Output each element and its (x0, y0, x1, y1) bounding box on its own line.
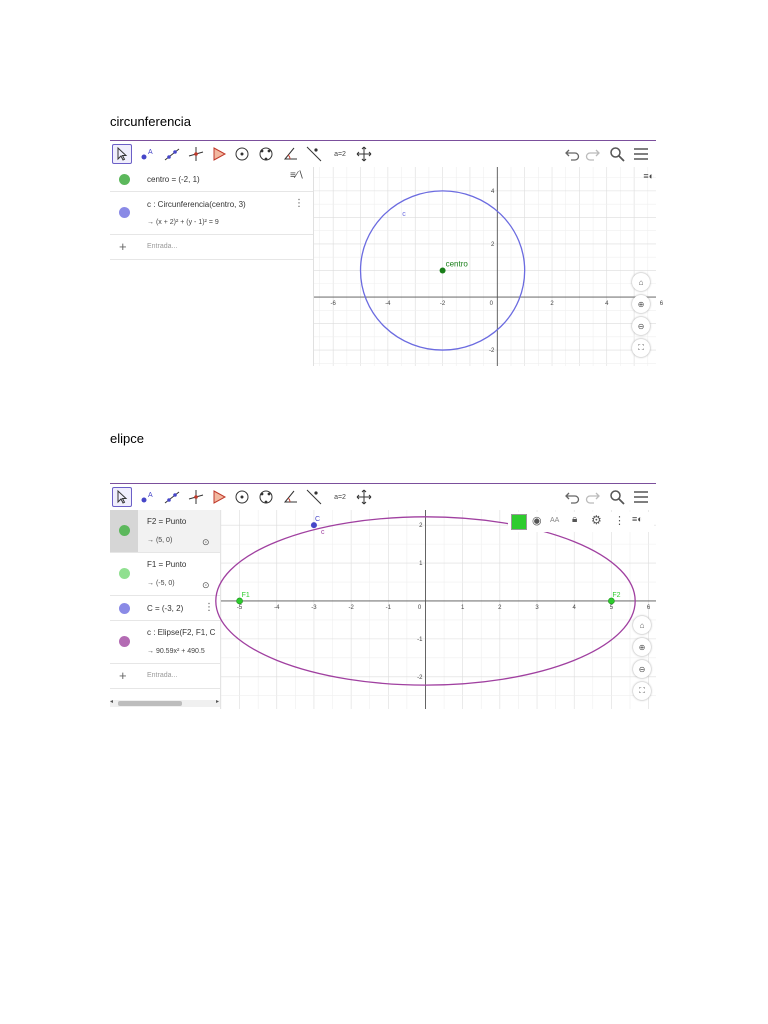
style-bar-toggle-icon[interactable]: ≡◐ (632, 514, 643, 524)
algebra-row-value: → (5, 0) (147, 537, 173, 544)
move-tool-icon[interactable] (112, 487, 132, 507)
reflect-tool-icon[interactable] (304, 144, 324, 164)
perpendicular-tool-icon[interactable] (186, 487, 206, 507)
play-icon[interactable]: ⊙ (202, 580, 210, 590)
scrollbar-thumb[interactable] (118, 701, 182, 706)
toolbar (110, 140, 656, 168)
graph-canvas[interactable] (221, 510, 656, 709)
x-tick-label: 0 (417, 604, 422, 611)
zoom-out-icon[interactable]: ⊖ (633, 660, 651, 678)
polygon-tool-icon[interactable] (209, 144, 229, 164)
algebra-row-c-point[interactable] (110, 596, 220, 621)
line-tool-icon[interactable] (162, 144, 182, 164)
add-icon[interactable]: + (119, 668, 127, 683)
heading-circunferencia: circunferencia (110, 114, 191, 129)
circle-center-tool-icon[interactable] (232, 144, 252, 164)
angle-tool-icon[interactable] (280, 144, 300, 164)
visibility-dot[interactable] (119, 603, 130, 614)
slider-tool-icon[interactable]: a=2 (334, 150, 346, 158)
x-tick-label: -5 (236, 604, 243, 611)
x-tick-label: 4 (605, 301, 609, 308)
curve-label: c (402, 211, 406, 219)
point-tool-icon[interactable] (137, 487, 157, 507)
redo-icon[interactable] (583, 487, 603, 507)
x-tick-label: -3 (311, 604, 317, 611)
algebra-row-ellipse[interactable] (110, 621, 220, 664)
algebra-view (110, 167, 314, 366)
slider-tool-icon[interactable]: a=2 (334, 493, 346, 501)
zoom-out-icon[interactable]: ⊖ (632, 317, 650, 335)
x-tick-label: 6 (646, 604, 651, 611)
view-toggle-icon[interactable]: ≡∕∖ (290, 170, 304, 181)
input-bar[interactable]: Entrada... (147, 672, 178, 679)
y-tick-label: -2 (417, 674, 423, 681)
algebra-row-value: → (x + 2)² + (y - 1)² = 9 (147, 219, 219, 226)
x-tick-label: -4 (385, 301, 391, 308)
x-tick-label: 6 (659, 301, 664, 308)
visibility-dot[interactable] (119, 568, 130, 579)
x-tick-label: -2 (439, 301, 446, 308)
polygon-tool-icon[interactable] (209, 487, 229, 507)
y-tick-label: 2 (490, 241, 495, 248)
visibility-dot[interactable] (119, 207, 130, 218)
line-tool-icon[interactable] (162, 487, 182, 507)
point-label: F2 (612, 591, 621, 599)
algebra-row-value: → 90.59x² + 490.5 (147, 648, 205, 655)
label-style-icon[interactable]: AA (550, 517, 560, 524)
y-tick-label: -1 (417, 636, 423, 643)
zoom-in-icon[interactable]: ⊕ (633, 638, 651, 656)
visibility-dot[interactable] (119, 174, 130, 185)
point-label: F1 (241, 591, 250, 599)
algebra-input-row[interactable] (110, 664, 220, 689)
x-tick-label: -2 (348, 604, 354, 611)
point-label: centro (445, 259, 468, 269)
x-tick-label: 0 (489, 301, 493, 308)
algebra-row-text: F1 = Punto (147, 560, 187, 569)
algebra-row-text: C = (-3, 2) (147, 604, 184, 613)
settings-icon[interactable]: ⚙ (591, 513, 602, 527)
reflect-tool-icon[interactable] (304, 487, 324, 507)
graphics-view[interactable] (314, 167, 664, 366)
style-bar (508, 512, 654, 532)
move-tool-icon[interactable] (112, 144, 132, 164)
curve-label: c (320, 529, 325, 537)
scroll-right-icon[interactable]: ▸ (215, 699, 219, 705)
svg-text:A: A (148, 149, 153, 156)
point-tool-icon[interactable] (137, 144, 157, 164)
circle-three-points-tool-icon[interactable] (256, 144, 276, 164)
y-tick-label: 2 (419, 523, 423, 530)
algebra-row-text: F2 = Punto (147, 517, 187, 526)
x-tick-label: 5 (609, 604, 614, 611)
scroll-left-icon[interactable]: ◂ (110, 699, 114, 705)
geogebra-circle-panel (110, 140, 664, 366)
horizontal-scrollbar[interactable] (110, 700, 220, 707)
home-icon[interactable]: ⌂ (632, 273, 650, 291)
x-tick-label: 1 (460, 604, 465, 611)
x-tick-label: 3 (535, 604, 539, 611)
menu-icon[interactable] (631, 144, 651, 164)
zoom-in-icon[interactable]: ⊕ (632, 295, 650, 313)
visibility-dot[interactable] (119, 525, 130, 536)
algebra-row-f1[interactable] (110, 553, 220, 596)
style-bar-toggle-icon[interactable]: ≡◐ (643, 171, 654, 181)
x-tick-label: 4 (572, 604, 576, 611)
play-icon[interactable]: ⊙ (202, 537, 210, 547)
graph-canvas[interactable] (314, 167, 664, 366)
toolbar (110, 483, 656, 511)
x-tick-label: 2 (498, 604, 502, 611)
heading-elipce: elipce (110, 431, 144, 446)
x-tick-label: -4 (274, 604, 280, 611)
geogebra-ellipse-panel (110, 483, 656, 709)
algebra-row-text: c : Circunferencia(centro, 3) (147, 200, 246, 209)
home-icon[interactable]: ⌂ (633, 616, 651, 634)
point-style-icon[interactable]: ◉ (532, 515, 542, 527)
menu-icon[interactable] (631, 487, 651, 507)
undo-icon[interactable] (562, 487, 582, 507)
circle-center-tool-icon[interactable] (232, 487, 252, 507)
y-tick-label: -2 (488, 348, 495, 355)
circle-three-points-tool-icon[interactable] (256, 487, 276, 507)
undo-icon[interactable] (562, 144, 582, 164)
y-tick-label: 4 (490, 188, 495, 195)
algebra-row-text: c : Elipse(F2, F1, C (147, 628, 216, 637)
fullscreen-icon[interactable]: ⛶ (632, 339, 650, 357)
angle-tool-icon[interactable] (280, 487, 300, 507)
add-icon[interactable]: + (119, 239, 127, 254)
input-bar[interactable]: Entrada... (147, 243, 178, 250)
algebra-view (110, 510, 221, 709)
x-tick-label: -1 (385, 604, 391, 611)
more-options-icon[interactable]: ⋮ (614, 515, 625, 527)
lock-icon[interactable]: 🔒︎ (572, 514, 578, 525)
more-options-icon[interactable]: ⋮ (294, 198, 304, 209)
visibility-dot[interactable] (119, 636, 130, 647)
search-icon[interactable] (607, 144, 627, 164)
algebra-row-value: → (-5, 0) (147, 580, 175, 587)
algebra-row-circle[interactable] (110, 192, 313, 235)
redo-icon[interactable] (583, 144, 603, 164)
x-tick-label: 2 (550, 301, 554, 308)
y-tick-label: 1 (419, 561, 423, 568)
more-options-icon[interactable]: ⋮ (204, 602, 214, 613)
svg-text:A: A (148, 492, 153, 499)
fullscreen-icon[interactable]: ⛶ (633, 682, 651, 700)
color-swatch[interactable] (512, 515, 526, 529)
algebra-row-f2[interactable] (110, 510, 220, 553)
algebra-row-text: centro = (-2, 1) (147, 175, 200, 184)
point-label: C (314, 516, 321, 524)
search-icon[interactable] (607, 487, 627, 507)
algebra-input-row[interactable] (110, 235, 313, 260)
algebra-row-centro[interactable] (110, 167, 313, 192)
x-tick-label: -6 (330, 301, 336, 308)
move-graphics-tool-icon[interactable] (354, 487, 374, 507)
perpendicular-tool-icon[interactable] (186, 144, 206, 164)
move-graphics-tool-icon[interactable] (354, 144, 374, 164)
graphics-view[interactable] (221, 510, 656, 709)
